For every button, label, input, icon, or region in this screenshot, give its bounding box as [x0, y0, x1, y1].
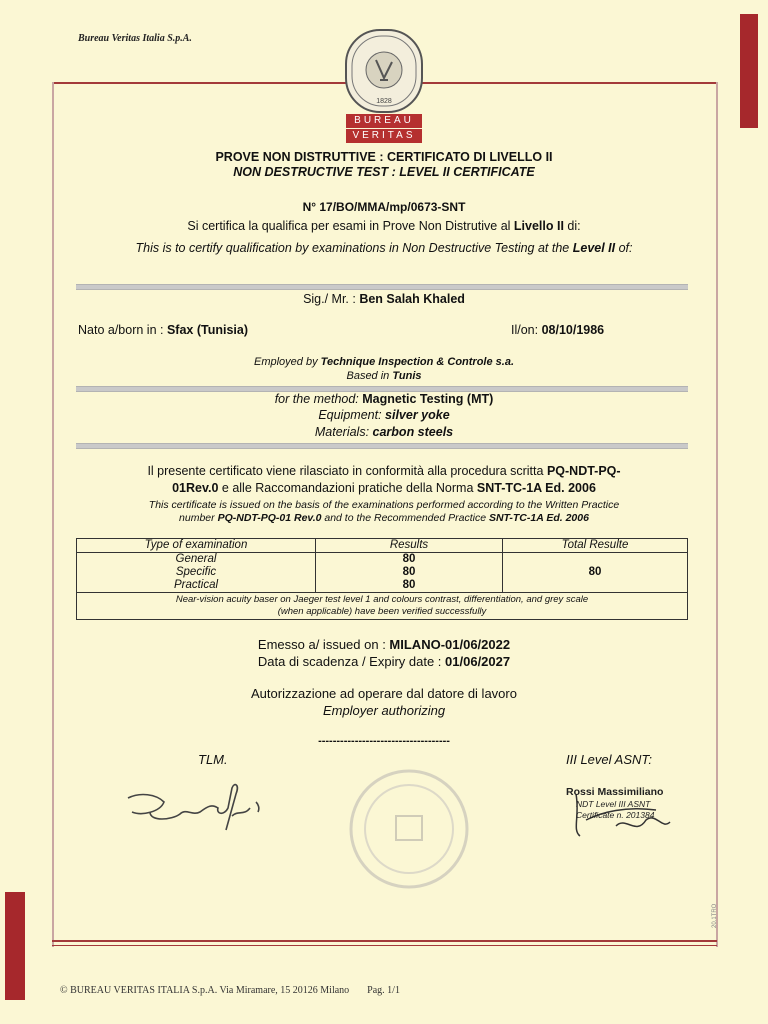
- conformity-italian-2: 01Rev.0 e alle Raccomandazioni pratiche della Norma SNT-TC-1A Ed. 2006: [172, 481, 596, 495]
- intro-italian: Si certifica la qualifica per esami in Prove Non Distrutive al Livello II di:: [187, 219, 581, 233]
- seal-stamp-icon: [346, 766, 472, 892]
- tlm-signature: [120, 776, 270, 846]
- authorization-italian: Autorizzazione ad operare dal datore di lavoro: [251, 686, 517, 701]
- certificate-number: N° 17/BO/MMA/mp/0673-SNT: [302, 200, 466, 214]
- logo-word-bureau: BUREAU: [354, 115, 414, 126]
- embossed-stamp: [346, 766, 472, 892]
- employer-line: Employed by Technique Inspection & Controle s.a.: [254, 356, 514, 368]
- exam-result-practical: 80: [316, 579, 503, 593]
- header-type: Type of examination: [77, 539, 316, 553]
- header-total: Total Resulte: [503, 539, 688, 553]
- exam-type-specific: Specific: [77, 566, 316, 579]
- handwritten-signature-icon: [120, 776, 270, 846]
- person-name-line: Sig./ Mr. : Ben Salah Khaled: [303, 292, 465, 306]
- asnt-certificate: Certificate n. 201384: [576, 810, 655, 820]
- exam-result-specific: 80: [316, 566, 503, 579]
- company-header: Bureau Veritas Italia S.p.A.: [78, 33, 192, 44]
- results-table: [76, 538, 688, 620]
- asnt-name: Rossi Massimiliano: [566, 786, 664, 798]
- title-italian: PROVE NON DISTRUTTIVE : CERTIFICATO DI LIVELLO II: [215, 150, 553, 164]
- asnt-level-label: III Level ASNT:: [566, 752, 652, 767]
- bottom-left-red-bar: [5, 892, 25, 1000]
- exam-type-practical: Practical: [77, 579, 316, 593]
- authorization-english: Employer authorizing: [322, 703, 446, 718]
- table-row: [77, 553, 688, 567]
- bureau-veritas-logo: [336, 28, 432, 144]
- tlm-label: TLM.: [198, 752, 228, 767]
- authorization-dashes: ------------------------------------: [318, 735, 450, 747]
- side-code: 20.1TRO: [712, 903, 718, 928]
- born-on-line: Il/on: 08/10/1986: [511, 323, 605, 337]
- issued-line: Emesso a/ issued on : MILANO-01/06/2022: [257, 637, 511, 652]
- asnt-level: NDT Level III ASNT: [576, 799, 651, 809]
- divider-1: [76, 284, 688, 290]
- logo-year: 1828: [376, 98, 392, 105]
- conformity-english-1: This certificate is issued on the basis of the examinations performed according to the Written Practice: [148, 499, 620, 511]
- bottom-frame-line: [52, 940, 717, 942]
- exam-type-general: General: [77, 553, 316, 567]
- method-line: for the method: Magnetic Testing (MT): [274, 392, 494, 406]
- footer-page: Pag. 1/1: [367, 985, 400, 996]
- table-header-row: [77, 539, 688, 553]
- exam-total: 80: [503, 553, 688, 593]
- top-right-red-bar: [740, 14, 758, 128]
- conformity-italian-1: Il presente certificato viene rilasciato in conformità alla procedura scritta PQ-NDT-PQ-: [147, 464, 621, 478]
- exam-result-general: 80: [316, 553, 503, 567]
- conformity-english-2: number PQ-NDT-PQ-01 Rev.0 and to the Recommended Practice SNT-TC-1A Ed. 2006: [179, 512, 589, 524]
- based-line: Based in Tunis: [346, 370, 422, 382]
- vision-note: Near-vision acuity baser on Jaeger test level 1 and colours contrast, differentiation, and grey scale (when applicable) have been verified successfully: [77, 593, 688, 620]
- bottom-frame-line-2: [52, 945, 717, 946]
- equipment-line: Equipment: silver yoke: [318, 408, 450, 422]
- divider-3: [76, 443, 688, 449]
- footer-copyright: © BUREAU VERITAS ITALIA S.p.A. Via Miramare, 15 20126 Milano Pag. 1/1: [60, 985, 400, 996]
- logo-word-veritas: VERITAS: [352, 130, 416, 141]
- intro-english: This is to certify qualification by examinations in Non Destructive Testing at the Level II of:: [135, 241, 633, 255]
- materials-line: Materials: carbon steels: [314, 425, 454, 439]
- table-note-row: [77, 593, 688, 620]
- header-results: Results: [316, 539, 503, 553]
- expiry-line: Data di scadenza / Expiry date : 01/06/2027: [257, 654, 511, 669]
- asnt-signature-block: [566, 786, 706, 846]
- born-in-line: Nato a/born in : Sfax (Tunisia): [78, 323, 248, 337]
- title-english: NON DESTRUCTIVE TEST : LEVEL II CERTIFICATE: [233, 165, 535, 179]
